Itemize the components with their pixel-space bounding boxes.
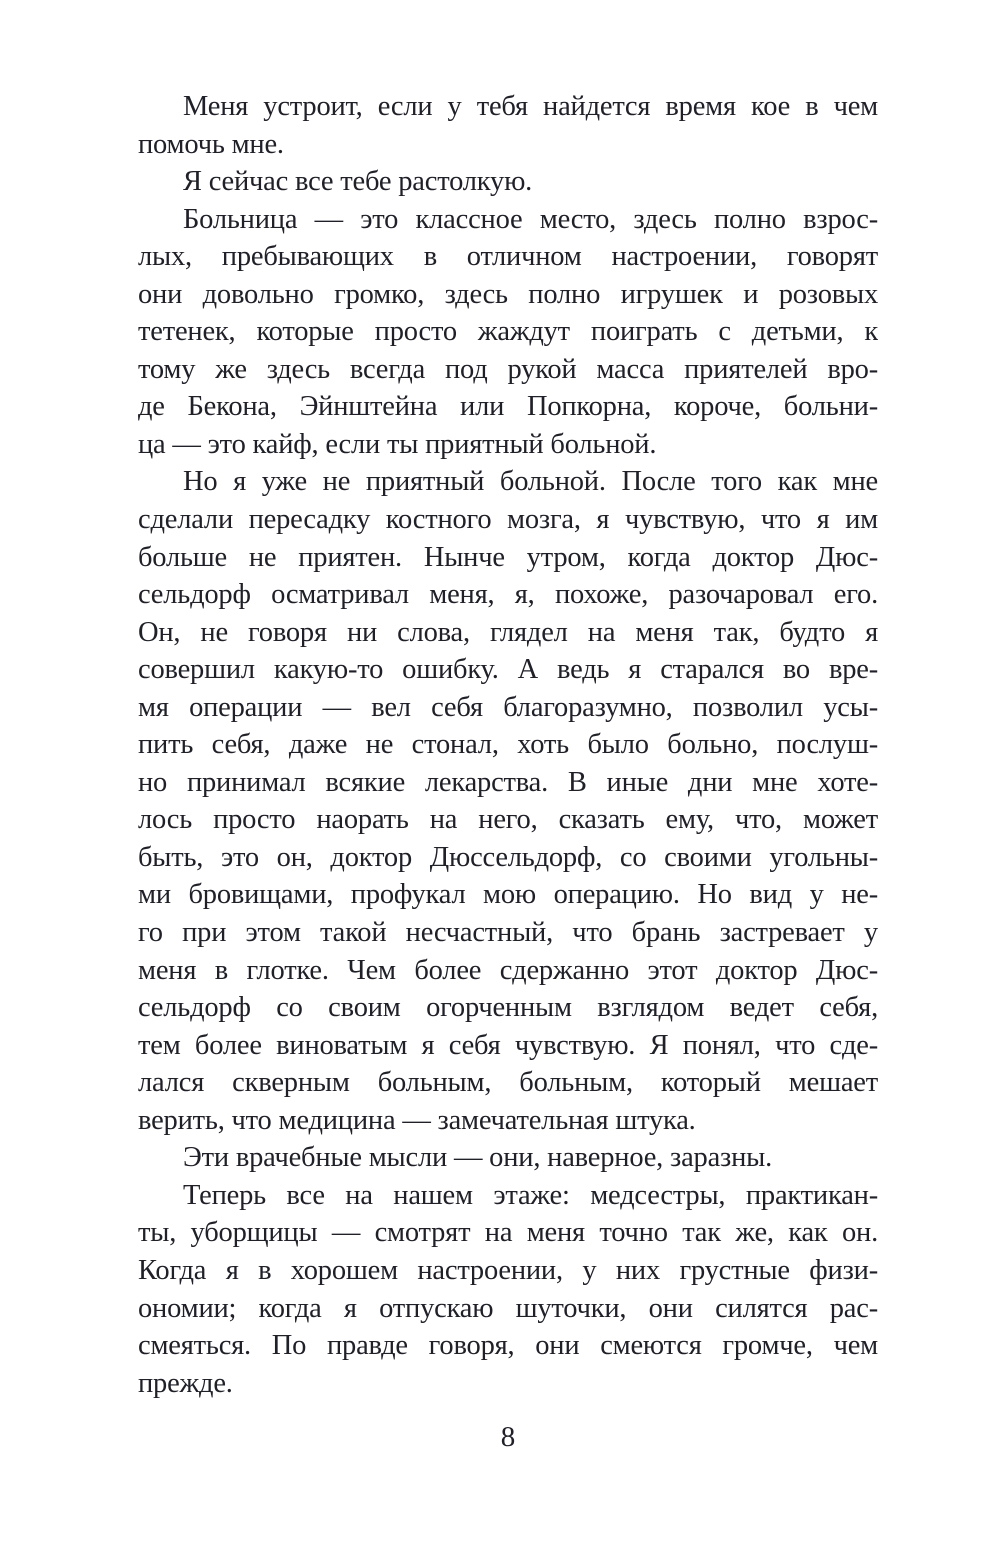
text-line: Меня устроит, если у тебя найдется время кое в чем: [183, 91, 878, 122]
text-line: тетенек, которые просто жаждут поиграть с детьми, к: [138, 316, 878, 348]
text-line: верить, что медицина — замечательная штука.: [138, 1104, 696, 1136]
text-line: ты, уборщицы — смотрят на меня точно так же, как он.: [138, 1217, 878, 1249]
text-line: сельдорф осматривал меня, я, похоже, разочаровал его.: [138, 579, 878, 611]
text-line: пить себя, даже не стонал, хоть было больно, послуш-: [138, 729, 878, 761]
text-line: сделали пересадку костного мозга, я чувствую, что я им: [138, 504, 878, 536]
text-line: Теперь все на нашем этаже: медсестры, практикан-: [183, 1179, 878, 1211]
text-line: быть, это он, доктор Дюссельдорф, со своими угольны-: [138, 841, 878, 873]
text-line: го при этом такой несчастный, что брань застревает у: [138, 917, 878, 949]
text-line: лался скверным больным, больным, который мешает: [138, 1067, 878, 1099]
page-number: 8: [500, 1421, 516, 1453]
body-text: [138, 88, 878, 1402]
text-line: Я сейчас все тебе растолкую.: [183, 166, 533, 198]
text-line: но принимал всякие лекарства. В иные дни мне хоте-: [138, 766, 878, 798]
text-line: де Бекона, Эйнштейна или Попкорна, короче, больни-: [138, 391, 878, 423]
text-line: совершил какую-то ошибку. А ведь я старался во вре-: [138, 654, 878, 686]
text-line: меня в глотке. Чем более сдержанно этот доктор Дюс-: [138, 954, 878, 986]
text-line: ца — это кайф, если ты приятный больной.: [138, 428, 657, 460]
text-line: ономии; когда я отпускаю шуточки, они силятся рас-: [138, 1292, 878, 1324]
text-line: прежде.: [138, 1367, 233, 1399]
text-line: Когда я в хорошем настроении, у них грустные физи-: [138, 1254, 878, 1286]
text-line: ми бровищами, профукал мою операцию. Но вид у не-: [138, 879, 878, 911]
text-line: тем более виноватым я себя чувствую. Я понял, что сде-: [138, 1029, 878, 1061]
text-line: мя операции — вел себя благоразумно, позволил усы-: [138, 691, 878, 723]
text-line: Он, не говоря ни слова, глядел на меня так, будто я: [138, 616, 878, 648]
text-line: помочь мне.: [138, 128, 284, 160]
text-line: Эти врачебные мысли — они, наверное, заразны.: [183, 1142, 773, 1174]
text-line: лось просто наорать на него, сказать ему, что, может: [138, 804, 878, 836]
text-line: Но я уже не приятный больной. После того как мне: [183, 466, 878, 498]
text-line: лых, пребывающих в отличном настроении, говорят: [138, 241, 878, 273]
text-line: они довольно громко, здесь полно игрушек и розовых: [138, 278, 878, 310]
text-line: смеяться. По правде говоря, они смеются громче, чем: [138, 1330, 878, 1362]
text-line: Больница — это классное место, здесь полно взрос-: [183, 203, 878, 235]
text-line: больше не приятен. Нынче утром, когда доктор Дюс-: [138, 541, 878, 573]
text-line: тому же здесь всегда под рукой масса приятелей вро-: [138, 353, 878, 385]
text-line: сельдорф со своим огорченным взглядом ведет себя,: [138, 992, 878, 1024]
